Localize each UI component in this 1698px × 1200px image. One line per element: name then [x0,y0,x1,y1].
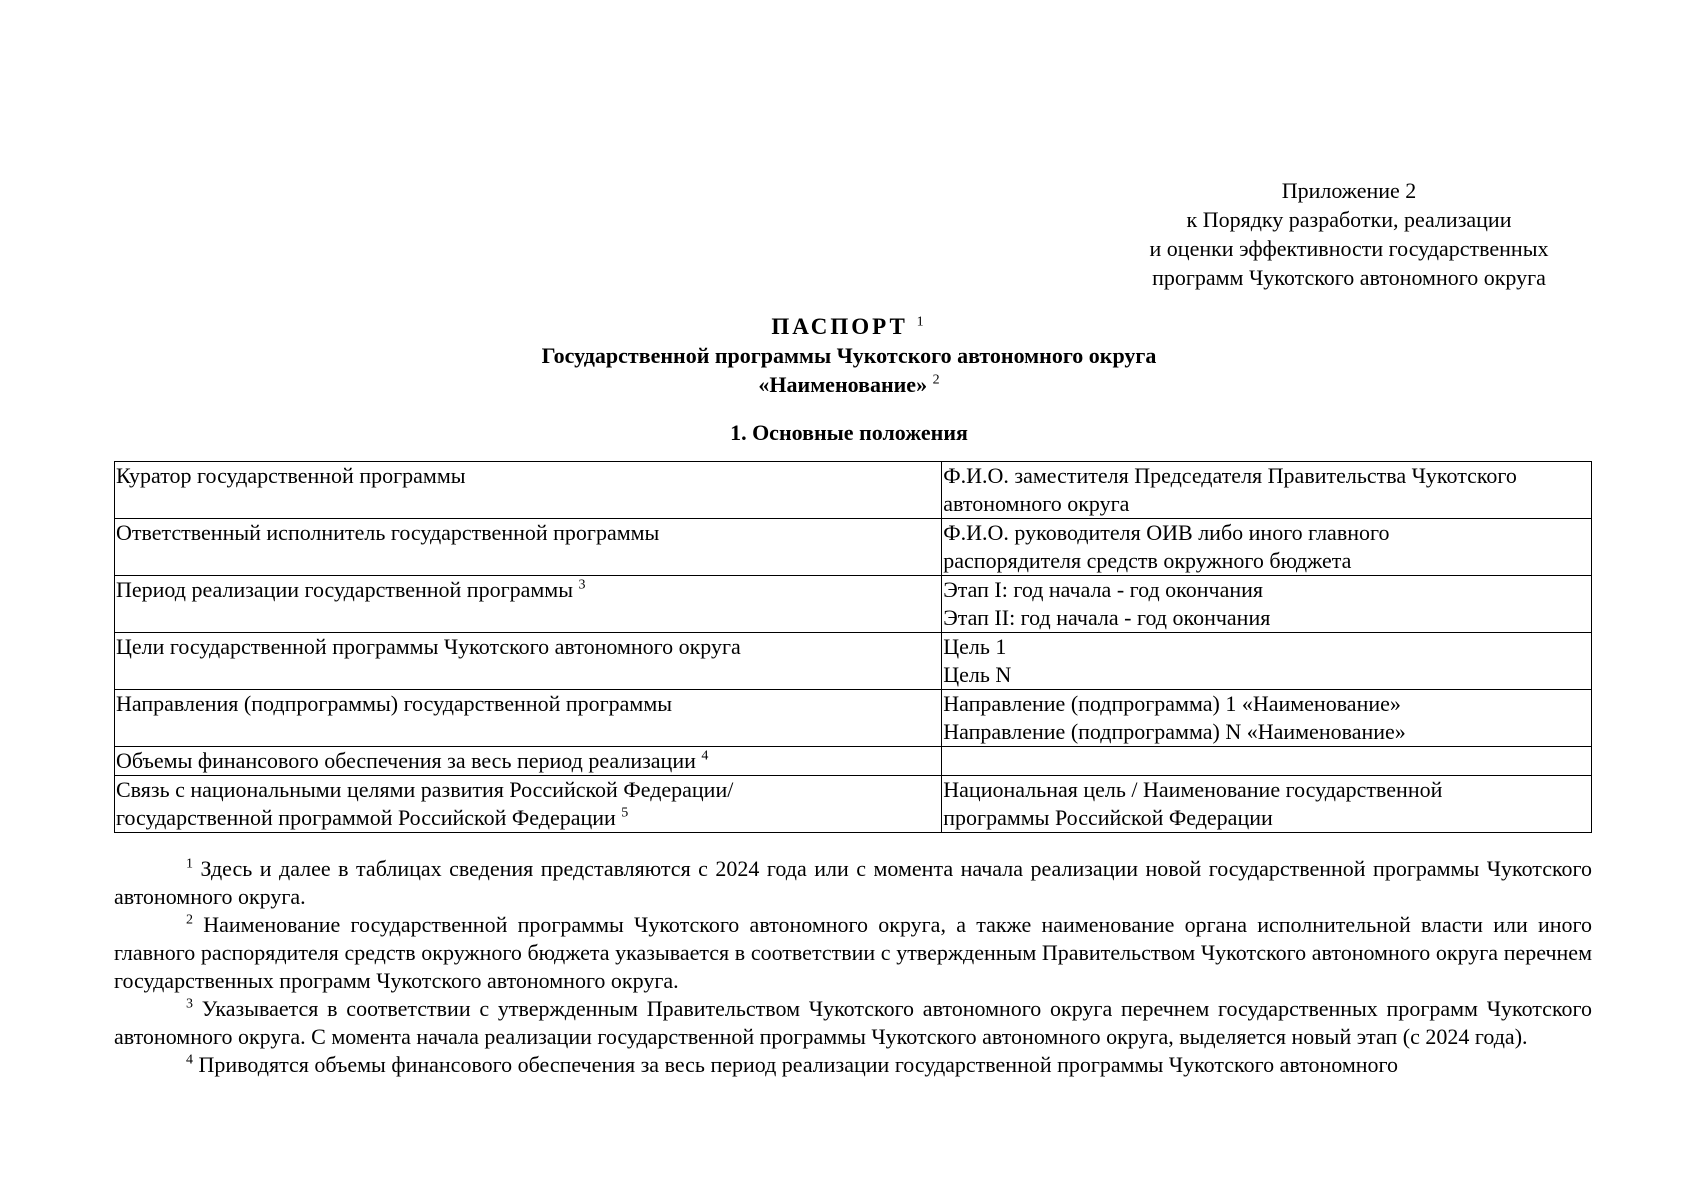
cell-text: Период реализации государственной программы [116,577,573,602]
program-name: «Наименование» [758,372,928,397]
appendix-line: и оценки эффективности государственных [1149,236,1549,261]
footnote [114,911,1592,995]
cell-text: Ответственный исполнитель государственной программы [116,520,660,545]
table-cell-label [115,576,942,633]
table-cell-label [115,633,942,690]
footnote [114,1051,1592,1079]
passport-title-text: ПАСПОРТ [771,314,908,339]
cell-text: Куратор государственной программы [116,463,466,488]
footnote-number: 2 [186,912,193,928]
table-row [115,747,1592,776]
cell-text: Национальная цель / Наименование государственной [943,777,1443,802]
cell-text: автономного округа [943,491,1130,516]
footnote-number: 4 [186,1052,193,1068]
appendix-line: к Порядку разработки, реализации [1186,207,1512,232]
footnote-number: 3 [186,996,193,1012]
appendix-line: программ Чукотского автономного округа [1152,265,1546,290]
program-name-line [0,370,1698,399]
footnote-number: 1 [186,856,193,872]
main-provisions-table [114,461,1592,833]
section-title: 1. Основные положения [730,420,968,445]
footnote-text: Здесь и далее в таблицах сведения представляются с 2024 года или с момента начала реализации новой государственной программы Чукотского автономного округа. [114,856,1592,909]
table-row [115,776,1592,833]
appendix-header [1109,176,1589,292]
table-cell-value [942,690,1592,747]
table-cell-label [115,462,942,519]
cell-text: государственной программой Российской Федерации [116,805,616,830]
table-cell-value [942,462,1592,519]
table-cell-label [115,776,942,833]
cell-text: Ф.И.О. заместителя Председателя Правительства Чукотского [943,463,1517,488]
table-row [115,633,1592,690]
cell-text: Цели государственной программы Чукотского автономного округа [116,634,741,659]
table-row [115,519,1592,576]
footnote-ref: 5 [621,805,629,821]
passport-heading [0,312,1698,399]
cell-text: Направления (подпрограммы) государственной программы [116,691,673,716]
footnote [114,995,1592,1051]
cell-text: распорядителя средств окружного бюджета [943,548,1352,573]
cell-text: Объемы финансового обеспечения за весь период реализации [116,748,696,773]
table-cell-value [942,576,1592,633]
table-cell-value [942,519,1592,576]
cell-text: Ф.И.О. руководителя ОИВ либо иного главного [943,520,1390,545]
footnote-ref: 1 [916,314,927,330]
cell-text: программы Российской Федерации [943,805,1273,830]
cell-text: Связь с национальными целями развития Российской Федерации/ [116,777,734,802]
table-cell-label [115,747,942,776]
footnote-ref: 3 [578,577,586,593]
table-cell-label [115,690,942,747]
footnote [114,855,1592,911]
cell-text: Этап II: год начала - год окончания [943,605,1271,630]
cell-text: Этап I: год начала - год окончания [943,577,1264,602]
passport-subtitle: Государственной программы Чукотского автономного округа [541,343,1157,368]
table-cell-value [942,633,1592,690]
table-cell-label [115,519,942,576]
table-cell-value [942,776,1592,833]
table-cell-value [942,747,1592,776]
cell-text: Цель 1 [943,634,1007,659]
footnote-ref: 4 [701,748,709,764]
footnote-text: Указывается в соответствии с утвержденным Правительством Чукотского автономного округа перечнем государственных программ Чукотского автономного округа. С момента начала реализации государственной программы Чукотского автономного округа, выделяется новый этап (с 2024 года). [114,996,1592,1049]
footnote-ref: 2 [932,372,940,388]
cell-text: Направление (подпрограмма) 1 «Наименование» [943,691,1401,716]
table-row [115,576,1592,633]
table-row [115,462,1592,519]
footnote-text: Наименование государственной программы Чукотского автономного округа, а также наименование органа исполнительной власти или иного главного распорядителя средств окружного бюджета указывается в соответствии с утвержденным Правительством Чукотского автономного округа перечнем государственных программ Чукотского автономного округа. [114,912,1592,993]
footnote-text: Приводятся объемы финансового обеспечения за весь период реализации государственной программы Чукотского автономного [198,1052,1399,1077]
footnotes [114,855,1592,1079]
appendix-line: Приложение 2 [1281,178,1417,203]
table-row [115,690,1592,747]
cell-text: Цель N [943,662,1012,687]
cell-text: Направление (подпрограмма) N «Наименование» [943,719,1406,744]
passport-title [0,312,1698,341]
